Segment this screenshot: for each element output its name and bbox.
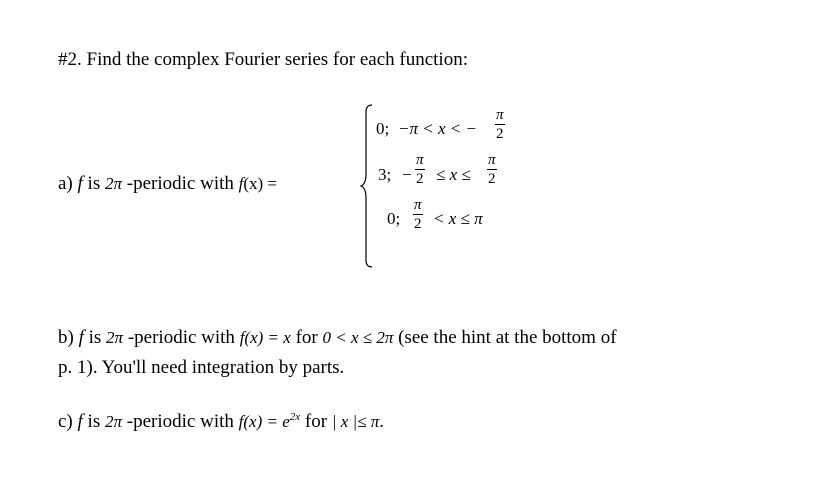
- case-1-den: 2: [496, 126, 504, 142]
- case-3-den: 2: [414, 216, 422, 232]
- left-brace-icon: [360, 104, 374, 268]
- part-c-period: 2π: [104, 412, 123, 431]
- part-a-fx-f: f: [238, 174, 244, 193]
- part-b-range: 0 < x ≤ 2π: [322, 328, 394, 347]
- part-b-is: is: [83, 327, 107, 348]
- part-a-statement: [58, 173, 277, 195]
- part-b-hint: (see the hint at the bottom of: [393, 327, 617, 348]
- case-2-fraction-right: [487, 153, 497, 187]
- part-c-for: for: [300, 411, 332, 432]
- part-a-label: a): [58, 173, 78, 194]
- part-b-line-2: p. 1). You'll need integration by parts.: [58, 357, 345, 378]
- part-b-fx-f: f: [239, 328, 245, 347]
- case-3-num: π: [414, 197, 422, 213]
- part-a-is: is: [82, 173, 105, 194]
- part-c-is: is: [82, 411, 105, 432]
- case-3-value: 0;: [387, 209, 401, 228]
- part-c-exponent: 2x: [289, 411, 301, 423]
- case-2-den-1: 2: [416, 171, 424, 187]
- part-c-range: | x |≤ π: [331, 412, 380, 431]
- case-3-condition: < x ≤ π: [433, 209, 483, 228]
- part-c-fx-f: f: [238, 412, 244, 431]
- part-b-periodic-with: -periodic with: [123, 327, 240, 348]
- case-1-num: π: [496, 107, 504, 123]
- part-c-periodic-with: -periodic with: [122, 411, 239, 432]
- part-a-fx-rest: (x) =: [243, 174, 278, 193]
- part-b-for: for: [290, 327, 323, 348]
- part-b-statement: [58, 327, 617, 349]
- case-3-fraction: [413, 198, 423, 232]
- case-1-value: 0;: [376, 119, 390, 138]
- case-2-condition: ≤ x ≤: [436, 165, 471, 184]
- part-c-label: c): [58, 411, 78, 432]
- problem-heading: #2. Find the complex Fourier series for each function:: [58, 49, 468, 70]
- part-a-f: f: [77, 173, 83, 194]
- case-2-fraction-left: [415, 153, 425, 187]
- part-a-periodic-with: -periodic with: [122, 173, 239, 194]
- case-2-minus: −: [402, 165, 412, 184]
- case-2-num-2: π: [488, 152, 496, 168]
- part-b-label: b): [58, 327, 79, 348]
- part-b-period: 2π: [106, 328, 124, 347]
- part-c-fx-rest: (x) = e: [243, 412, 290, 431]
- case-2-den-2: 2: [488, 171, 496, 187]
- case-2-num-1: π: [416, 152, 424, 168]
- case-1-fraction: [495, 108, 505, 142]
- part-c-statement: [58, 411, 384, 433]
- case-2-value: 3;: [378, 165, 392, 184]
- part-a-period: 2π: [104, 174, 123, 193]
- part-b-f: f: [78, 327, 84, 348]
- case-1-condition: −π < x < −: [398, 119, 477, 138]
- part-b-fx-rest: (x) = x: [244, 328, 291, 347]
- part-c-f: f: [77, 411, 83, 432]
- part-c-end: .: [379, 411, 385, 432]
